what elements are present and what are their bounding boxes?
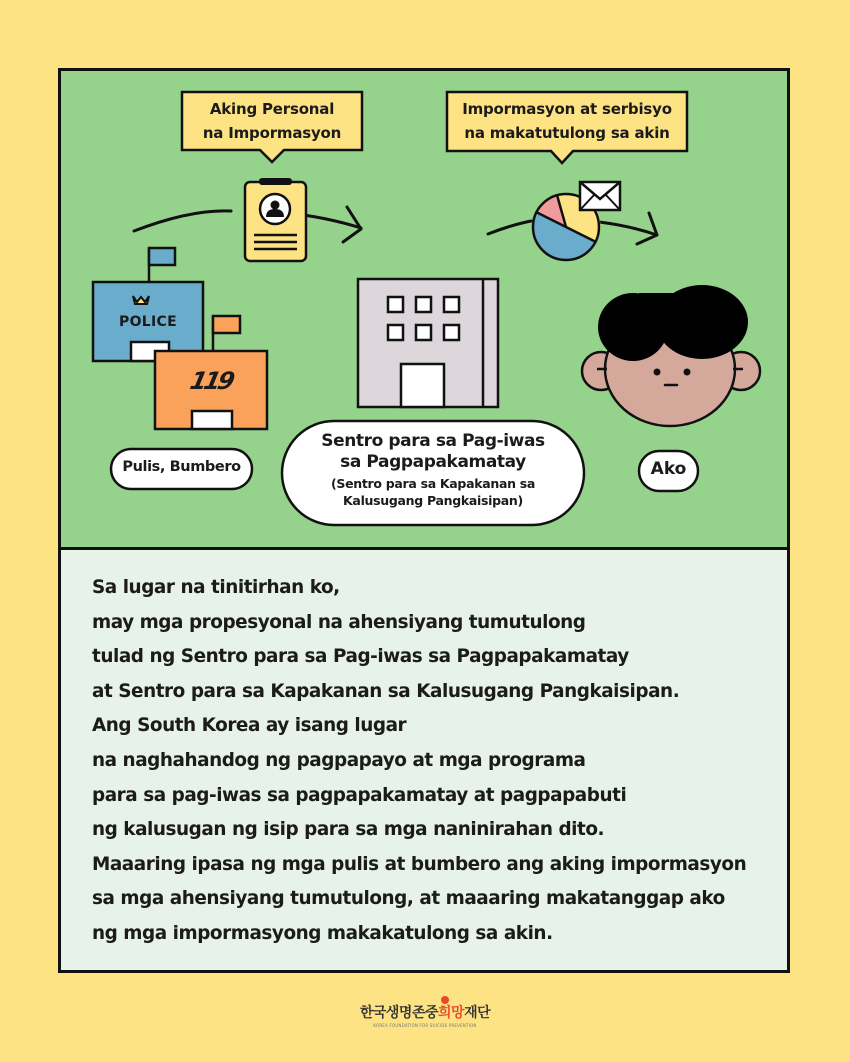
description-line: ng kalusugan ng isip para sa mga naninirahan dito. [92,819,605,841]
description-line: Ang South Korea ay isang lugar [92,715,407,737]
logo-sun-icon [441,996,449,1004]
police-station-icon [93,248,203,361]
envelope-icon [580,182,620,210]
description-text [92,571,746,952]
personal-info-line-1: Aking Personal [209,100,335,118]
center-subtitle-line-1: (Sentro para sa Kapakanan sa [330,476,536,491]
description-line: na naghahandog ng pagpapayo at mga programa [92,749,586,771]
logo-english: KOREA FOUNDATION FOR SUICIDE PREVENTION [373,1023,477,1028]
center-subtitle-line-2: Kalusugang Pangkaisipan) [343,493,523,508]
description-line: tulad ng Sentro para sa Pag-iwas sa Pagpapakamatay [92,646,629,668]
center-title-line-1: Sentro para sa Pag-iwas [321,431,545,451]
police-sign: POLICE [119,314,177,330]
description-line: ng mga impormasyong makakatulong sa akin. [92,922,553,944]
police-fire-label: Pulis, Bumbero [122,459,241,475]
fire-station-sign: 119 [187,367,235,395]
illustration-panel [61,71,787,550]
description-line: may mga propesyonal na ahensiyang tumutulong [92,611,586,633]
center-title-line-2: sa Pagpapakamatay [340,452,526,472]
description-panel [61,550,787,970]
logo-korean-part-1: 한국생명존중 [359,1005,439,1021]
infographic-card [58,68,790,973]
prevention-center-building-icon [358,279,498,407]
description-line: para sa pag-iwas sa pagpapakamatay at pagpapabuti [92,784,627,806]
center-label [282,431,584,509]
personal-info-line-2: na Impormasyon [202,124,342,142]
description-line: sa mga ahensiyang tumutulong, at maaaring makatanggap ako [92,888,725,910]
personal-info-bubble-text [182,97,362,145]
helpful-info-bubble-text [447,97,687,145]
description-line: Sa lugar na tinitirhan ko, [92,577,340,598]
helpful-info-line-1: Impormasyon at serbisyo [462,100,672,118]
logo-korean-part-3: 재단 [464,1005,491,1021]
foundation-logo [0,996,850,1028]
description-line: Maaaring ipasa ng mga pulis at bumbero ang aking impormasyon [92,853,747,875]
id-card-icon [245,178,306,261]
logo-korean [0,996,850,1022]
logo-korean-part-2: 희망 [438,1005,465,1021]
person-face-icon [582,285,760,426]
me-label: Ako [650,459,687,479]
helpful-info-line-2: na makatutulong sa akin [464,124,670,142]
description-line: at Sentro para sa Kapakanan sa Kalusugang Pangkaisipan. [92,680,680,702]
